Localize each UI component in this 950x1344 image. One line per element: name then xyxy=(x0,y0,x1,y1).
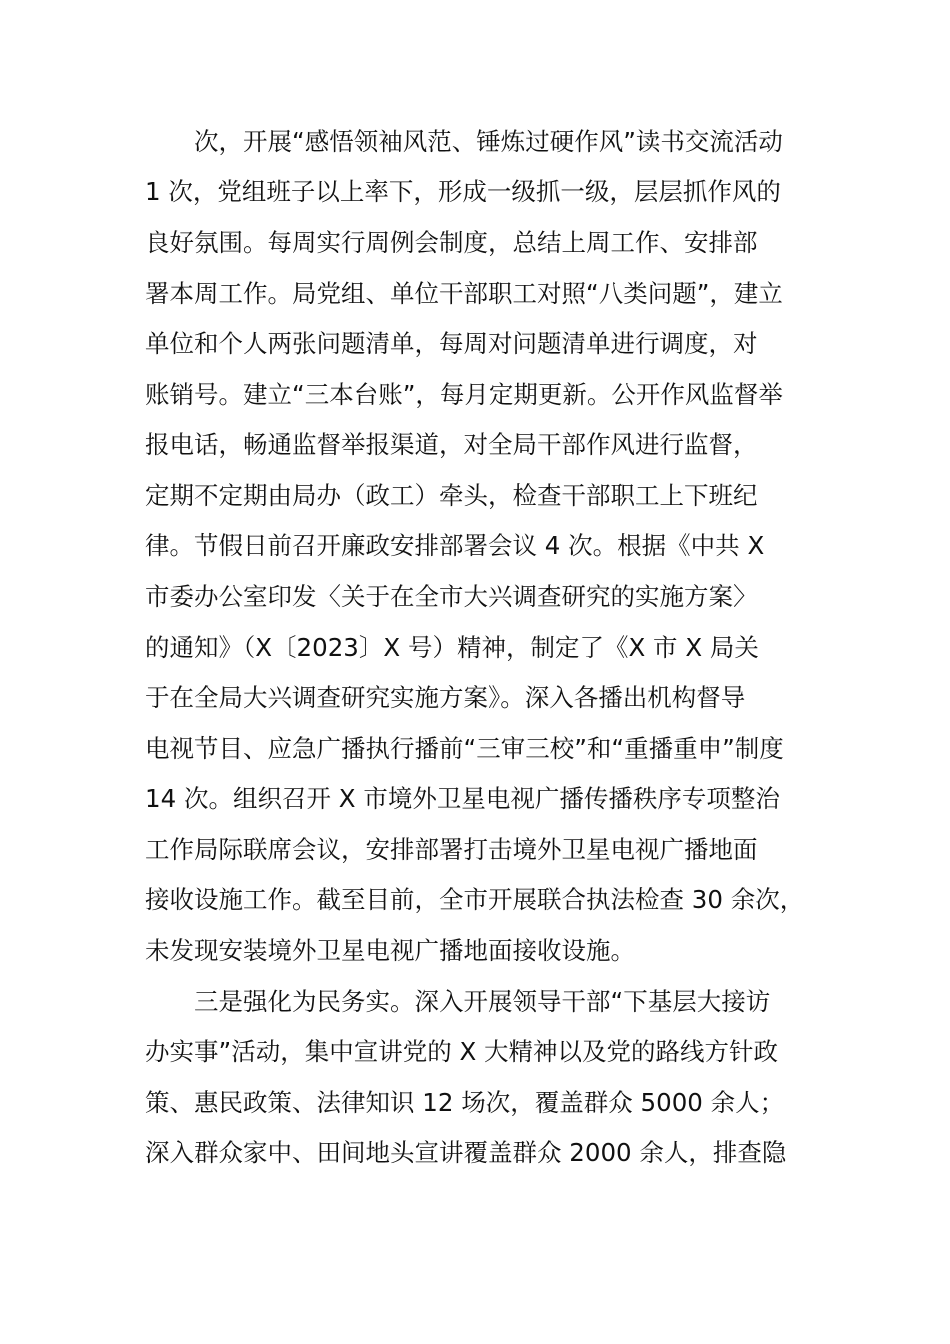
text-line-8: 定期不定期由局办（政工）牵头，检查干部职工上下班纪 xyxy=(145,481,758,510)
text-line-13: 电视节目、应急广播执行播前“三审三校”和“重播重申”制度 xyxy=(145,734,784,763)
text-line-2: 1 次，党组班子以上率下，形成一级抓一级，层层抓作风的 xyxy=(145,177,781,206)
text-line-17: 未发现安装境外卫星电视广播地面接收设施。 xyxy=(145,936,635,965)
text-line-7: 报电话，畅通监督举报渠道，对全局干部作风进行监督， xyxy=(145,430,758,459)
text-line-19: 办实事”活动，集中宣讲党的 X 大精神以及党的路线方针政 xyxy=(145,1037,779,1066)
text-line-6: 账销号。建立“三本台账”，每月定期更新。公开作风监督举 xyxy=(145,380,783,409)
text-line-9: 律。节假日前召开廉政安排部署会议 4 次。根据《中共 X xyxy=(145,531,765,560)
text-line-15: 工作局际联席会议，安排部署打击境外卫星电视广播地面 xyxy=(145,835,758,864)
text-line-12: 于在全局大兴调查研究实施方案》。深入各播出机构督导 xyxy=(145,683,746,712)
text-line-4: 署本周工作。局党组、单位干部职工对照“八类问题”，建立 xyxy=(145,279,783,308)
text-line-10: 市委办公室印发〈关于在全市大兴调查研究的实施方案〉 xyxy=(145,582,758,611)
text-line-21: 深入群众家中、田间地头宣讲覆盖群众 2000 余人，排查隐 xyxy=(145,1138,787,1167)
text-line-1: 次，开展“感悟领袖风范、锤炼过硬作风”读书交流活动 xyxy=(145,127,783,156)
text-line-11: 的通知》（X〔2023〕X 号）精神，制定了《X 市 X 局关 xyxy=(145,633,759,662)
text-line-3: 良好氛围。每周实行周例会制度，总结上周工作、安排部 xyxy=(145,228,758,257)
text-line-16: 接收设施工作。截至目前，全市开展联合执法检查 30 余次， xyxy=(145,885,805,914)
text-line-14: 14 次。组织召开 X 市境外卫星电视广播传播秩序专项整治 xyxy=(145,784,780,813)
text-line-20: 策、惠民政策、法律知识 12 场次，覆盖群众 5000 余人； xyxy=(145,1088,785,1117)
text-line-5: 单位和个人两张问题清单，每周对问题清单进行调度，对 xyxy=(145,329,758,358)
text-line-18: 三是强化为民务实。深入开展领导干部“下基层大接访 xyxy=(145,987,771,1016)
